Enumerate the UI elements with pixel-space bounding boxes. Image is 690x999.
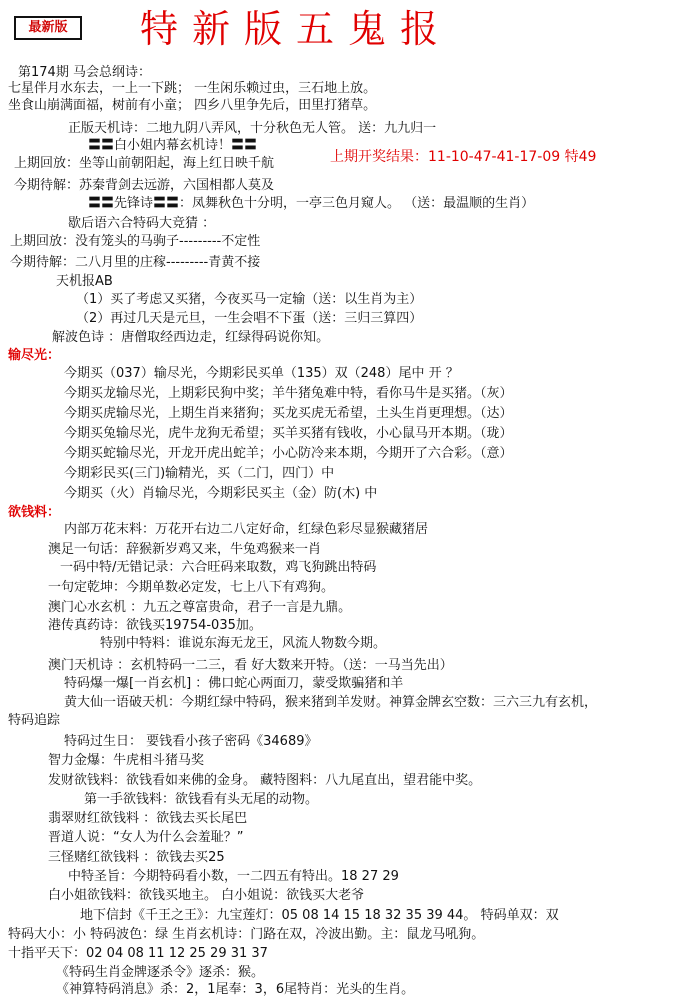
- text-line: 翡翠财红欲钱料 ：欲钱去买长尾巴: [48, 811, 248, 826]
- text-line: 白小姐欲钱料：欲钱买地主。 白小姐说：欲钱买大老爷: [48, 888, 365, 903]
- text-line: 澳门天机诗 ：玄机特码一二三，看 好大数来开特。（送：一马当先出）: [48, 658, 453, 673]
- text-line: 澳足一句话：辞猴新岁鸡又来，牛兔鸡猴来一肖: [48, 542, 322, 557]
- text-line: 《神算特码消息》杀：2，1尾奉：3，6尾特肖：光头的生肖。: [56, 982, 415, 997]
- text-line: 特码追踪: [8, 713, 61, 728]
- text-line: 中特圣旨：今期特码看小数，一二四五有特出。18 27 29: [68, 869, 399, 884]
- poem-line: 坐食山崩满面福，树前有小童； 四乡八里争先后，田里打猪草。: [8, 98, 377, 113]
- section-heading: 输尽光：: [8, 348, 61, 363]
- text-line: 上期回放：坐等山前朝阳起，海上红日映千航: [14, 156, 275, 171]
- text-line: 今期买（火）肖输尽光，今期彩民买主（金）防(木) 中: [64, 486, 378, 501]
- text-line: 港传真药诗：欲钱买19754-035加。: [48, 618, 262, 633]
- section-heading: 欲钱料：: [8, 505, 61, 520]
- text-line: 内部万花末料：万花开右边二八定好命，红绿色彩尽显猴藏猪居: [64, 522, 429, 537]
- text-line: 〓〓白小姐内幕玄机诗！〓〓: [88, 138, 258, 153]
- text-line: 特码大小：小 特码波色：绿 生肖玄机诗：门路在双，冷波出勤。主：鼠龙马吼狗。: [8, 927, 485, 942]
- text-line: （2）再过几天是元旦，一生会唱不下蛋（送：三归三算四）: [76, 311, 423, 326]
- text-line: 正版天机诗：二地九阴八弄风，十分秋色无人管。 送：九九归一: [68, 121, 437, 136]
- issue-line: 第174期 马会总纲诗：: [18, 65, 151, 80]
- text-line: 发财欲钱料：欲钱看如来佛的金身。 藏特图料：八九尾直出，望君能中奖。: [48, 773, 482, 788]
- text-line: 今期待解：二八月里的庄稼---------青黄不接: [10, 255, 261, 270]
- text-line: 三怪赌红欲钱料 ：欲钱去买25: [48, 850, 225, 865]
- text-line: 智力金爆：牛虎相斗猪马奖: [48, 753, 205, 768]
- text-line: 特别中特料：谁说东海无龙王，风流人物数今期。: [100, 636, 387, 651]
- text-line: 十指平天下：02 04 08 11 12 25 29 31 37: [8, 946, 268, 961]
- text-line: （1）买了考虑又买猪，今夜买马一定输（送：以生肖为主）: [76, 292, 423, 307]
- text-line: 今期待解：苏秦背剑去远游，六国相都人莫及: [14, 178, 275, 193]
- text-line: 今期买虎输尽光，上期生肖来猪狗；买龙买虎无希望，土头生肖更理想。（达）: [64, 406, 513, 421]
- text-line: 第一手欲钱料：欲钱看有头无尾的动物。: [84, 792, 319, 807]
- poem-line: 七星伴月水东去，一上一下跳； 一生闲乐赖过虫，三石地上放。: [8, 81, 377, 96]
- text-line: 今期买蛇输尽光，开龙开虎出蛇羊；小心防冷来本期，今期开了六合彩。（意）: [64, 446, 513, 461]
- text-line: 《特码生肖金牌逐杀令》逐杀：猴。: [56, 965, 265, 980]
- text-line: 上期回放：没有笼头的马驹子---------不定性: [10, 234, 261, 249]
- text-line: 今期彩民买(三门)输精光，买（二门，四门）中: [64, 466, 335, 481]
- text-line: 特码爆一爆[一肖玄机] ：佛口蛇心两面刀，蒙受欺骗猪和羊: [64, 676, 404, 691]
- text-line: 今期买兔输尽光，虎牛龙狗无希望；买羊买猪有钱收，小心鼠马开本期。（珑）: [64, 426, 513, 441]
- text-line: 歇后语六合特码大竞猜 ：: [68, 216, 216, 231]
- text-line: 今期买（037）输尽光，今期彩民买单（135）双（248）尾中 开 ？: [64, 366, 459, 381]
- text-line: 解波色诗 ：唐僧取经西边走，红绿得码说你知。: [52, 330, 330, 345]
- text-line: 地下信封《千王之王》：九宝莲灯：05 08 14 15 18 32 35 39 44。 特码单双：双: [80, 908, 559, 923]
- page-title: 特新版五鬼报: [140, 7, 453, 51]
- text-line: 今期买龙输尽光，上期彩民狗中奖；羊牛猪兔难中特，看你马牛是买猪。（灰）: [64, 386, 513, 401]
- last-draw-result: 上期开奖结果：11-10-47-41-17-09 特49: [330, 149, 597, 165]
- text-line: 天机报AB: [56, 274, 113, 289]
- text-line: 一句定乾坤：今期单数必定发，七上八下有鸡狗。: [48, 580, 335, 595]
- text-line: 黄大仙一语破天机：今期红绿中特码，猴来猪到羊发财。神算金牌玄空数：三六三九有玄机，: [64, 695, 598, 710]
- text-line: 一码中特/无错记录：六合旺码来取数，鸡飞狗跳出特码: [60, 560, 377, 575]
- text-line: 〓〓先锋诗〓〓：凤舞秋色十分明，一亭三色月窥人。 （送：最温顺的生肖）: [88, 196, 535, 211]
- edition-badge: 最新版: [14, 16, 82, 40]
- text-line: 晋道人说：“女人为什么会羞耻？”: [48, 830, 244, 845]
- text-line: 特码过生日： 要钱看小孩子密码《34689》: [64, 734, 318, 749]
- text-line: 澳门心水玄机 ：九五之尊富贵命，君子一言是九鼎。: [48, 600, 352, 615]
